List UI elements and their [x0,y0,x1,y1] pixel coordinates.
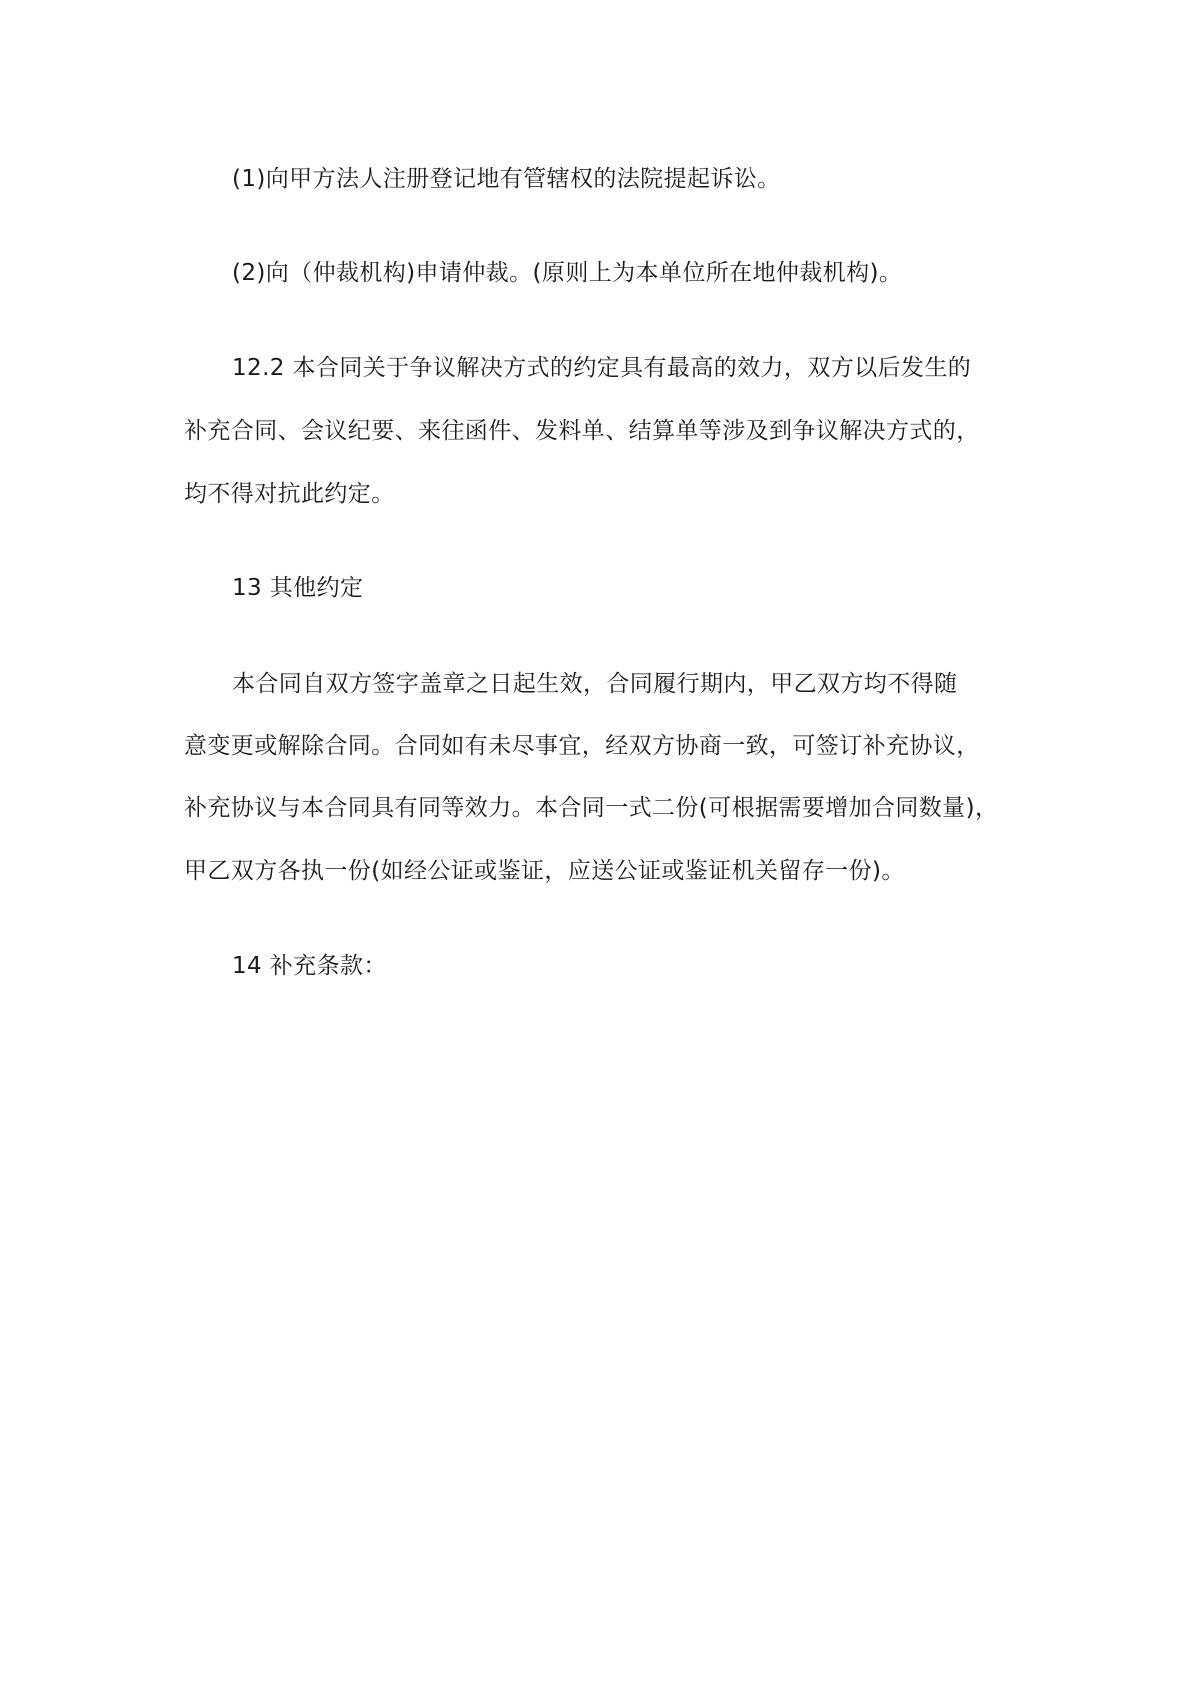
clause-12-2-line-1: 12.2 本合同关于争议解决方式的约定具有最高的效力，双方以后发生的 [232,355,972,381]
section-13-line-4: 甲乙双方各执一份(如经公证或鉴证，应送公证或鉴证机关留存一份)。 [184,858,905,884]
section-heading-14: 14 补充条款： [232,953,387,979]
section-heading-13: 13 其他约定 [232,575,364,601]
clause-12-2-line-2: 补充合同、会议纪要、来往函件、发料单、结算单等涉及到争议解决方式的， [184,418,980,444]
clause-item-1: (1)向甲方法人注册登记地有管辖权的法院提起诉讼。 [232,166,781,192]
section-13-line-3: 补充协议与本合同具有同等效力。本合同一式二份(可根据需要增加合同数量)， [184,795,999,821]
section-13-line-2: 意变更或解除合同。合同如有未尽事宜，经双方协商一致，可签订补充协议， [184,733,980,759]
section-13-line-1: 本合同自双方签字盖章之日起生效，合同履行期内，甲乙双方均不得随 [232,671,958,697]
clause-12-2-line-3: 均不得对抗此约定。 [184,481,395,507]
clause-item-2: (2)向（仲裁机构)申请仲裁。(原则上为本单位所在地仲裁机构)。 [232,260,903,286]
